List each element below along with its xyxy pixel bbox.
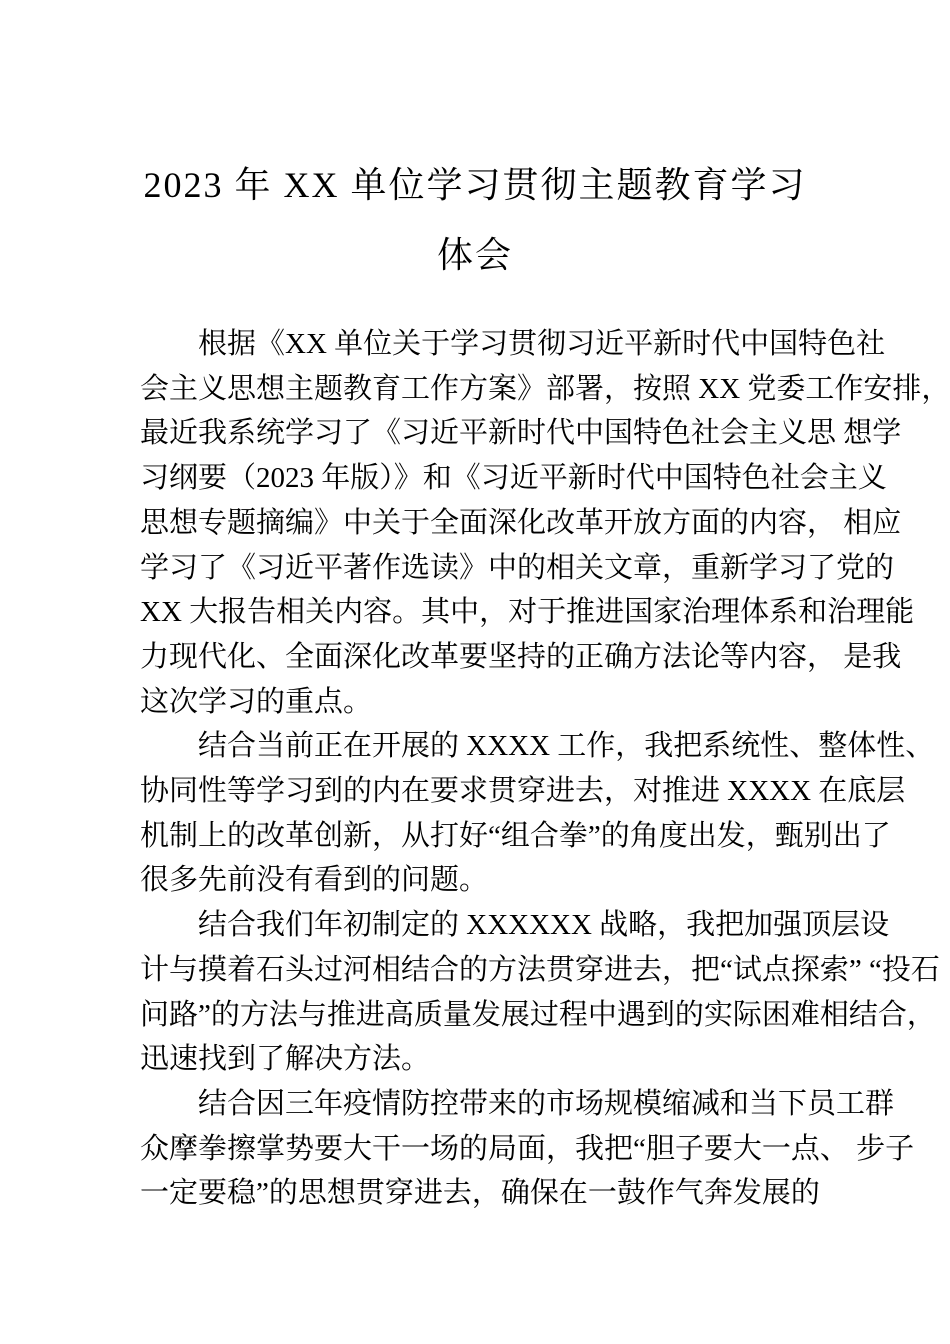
body-line: XX 大报告相关内容。其中，对于推进国家治理体系和治理能 [140,596,915,629]
body-line: 学习了《习近平著作选读》中的相关文章，重新学习了党的 [140,551,895,584]
body-line: 一定要稳”的思想贯穿进去，确保在一鼓作气奔发展的 [140,1177,820,1210]
body-line: 习纲要（2023 年版）》和《习近平新时代中国特色社会主义 [140,462,887,495]
body-line: 结合我们年初制定的 XXXXXX 战略，我把加强顶层设 [198,909,890,942]
body-line: 根据《XX 单位关于学习贯彻习近平新时代中国特色社 [198,328,886,360]
body-line: 最近我系统学习了《习近平新时代中国特色社会主义思 想学 [140,417,902,450]
document-body [140,322,950,1216]
body-line: 迅速找到了解决方法。 [140,1043,431,1076]
body-line: 结合当前正在开展的 XXXX 工作，我把系统性、整体性、 [198,730,935,763]
document-title-line-1: 2023 年 XX 单位学习贯彻主题教育学习 [143,165,807,205]
body-line: 会主义思想主题教育工作方案》部署，按照 XX 党委工作安排， [140,372,950,405]
body-line: 结合因三年疫情防控带来的市场规模缩减和当下员工群 [198,1087,895,1120]
body-line: 机制上的改革创新，从打好“组合拳”的角度出发，甄别出了 [140,819,891,852]
document-title [0,0,950,290]
body-line: 很多先前没有看到的问题。 [140,864,489,897]
body-line: 计与摸着石头过河相结合的方法贯穿进去，把“试点探索” “投石 [140,953,940,986]
body-line: 思想专题摘编》中关于全面深化改革开放方面的内容， 相应 [140,506,902,539]
body-line: 力现代化、全面深化改革要坚持的正确方法论等内容， 是我 [140,640,902,673]
body-line: 这次学习的重点。 [140,685,373,718]
body-line: 问路”的方法与推进高质量发展过程中遇到的实际困难相结合， [140,998,936,1031]
body-line: 协同性等学习到的内在要求贯穿进去，对推进 XXXX 在底层 [140,775,906,808]
document-title-line-2: 体会 [436,235,513,275]
body-line: 众摩拳擦掌势要大干一场的局面，我把“胆子要大一点、 步子 [140,1132,915,1165]
